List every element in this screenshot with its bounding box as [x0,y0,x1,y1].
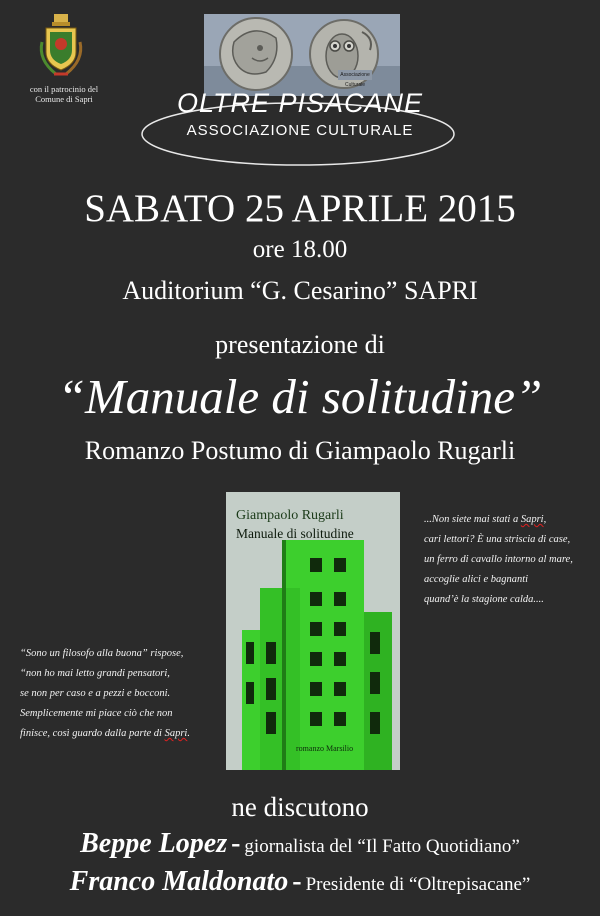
book-title-heading: “Manuale di solitudine” [57,369,543,424]
discussion-heading: ne discutono [231,792,369,822]
coin-badge: Associazione Culturale [338,70,372,80]
association-name: OLTRE PISACANE [176,88,424,118]
quote-line: ...Non siete mai stati a Sapri, [424,514,547,525]
quote-line: “Sono un filosofo alla buona” rispose, [20,648,184,659]
quote-line: se non per caso e a pezzi e bocconi. [20,688,171,699]
panelist-dash: - [231,828,241,859]
quote-line: cari lettori? È una striscia di case, [424,534,571,545]
event-date: SABATO 25 APRILE 2015 [84,187,516,230]
panelist-name: Beppe Lopez [80,828,228,859]
quote-line: quand’è la stagione calda.... [424,594,544,605]
event-venue: Auditorium “G. Cesarino” SAPRI [122,276,478,305]
panelist [0,866,600,898]
quote-right [424,510,600,610]
book-cover-author: Giampaolo Rugarli [236,508,344,523]
quote-line: “non ho mai letto grandi pensatori, [20,668,170,679]
panelist-dash: - [292,866,302,897]
sapri-word: Sapri [164,728,188,739]
book-cover-publisher: romanzo Marsilio [296,744,354,753]
panelist-role: giornalista del “Il Fatto Quotidiano” [244,836,520,857]
quote-line: Semplicemente mi piace ciò che non [20,708,173,719]
presentation-label: presentazione di [215,330,385,359]
panelist-name: Franco Maldonato [69,866,289,897]
patronage-text [14,84,114,104]
quote-line: un ferro di cavallo intorno al mare, [424,554,573,565]
panelist-role: Presidente di “Oltrepisacane” [305,874,531,895]
patronage-line: con il patrocinio del [29,84,99,94]
quote-left [20,644,230,744]
association-subtitle: ASSOCIAZIONE CULTURALE [186,122,414,139]
book-subtitle: Romanzo Postumo di Giampaolo Rugarli [84,436,516,465]
coins-image [204,14,400,96]
event-time: ore 18.00 [252,236,348,263]
panelist [0,828,600,860]
municipal-crest [36,12,86,80]
book-cover-title: Manuale di solitudine [236,526,354,541]
sapri-word: Sapri [520,514,544,525]
quote-line: finisce, così guardo dalla parte di Sapri. [20,728,190,739]
patronage-line: Comune di Sapri [35,94,93,104]
quote-line: accoglie alici e bagnanti [424,574,529,585]
